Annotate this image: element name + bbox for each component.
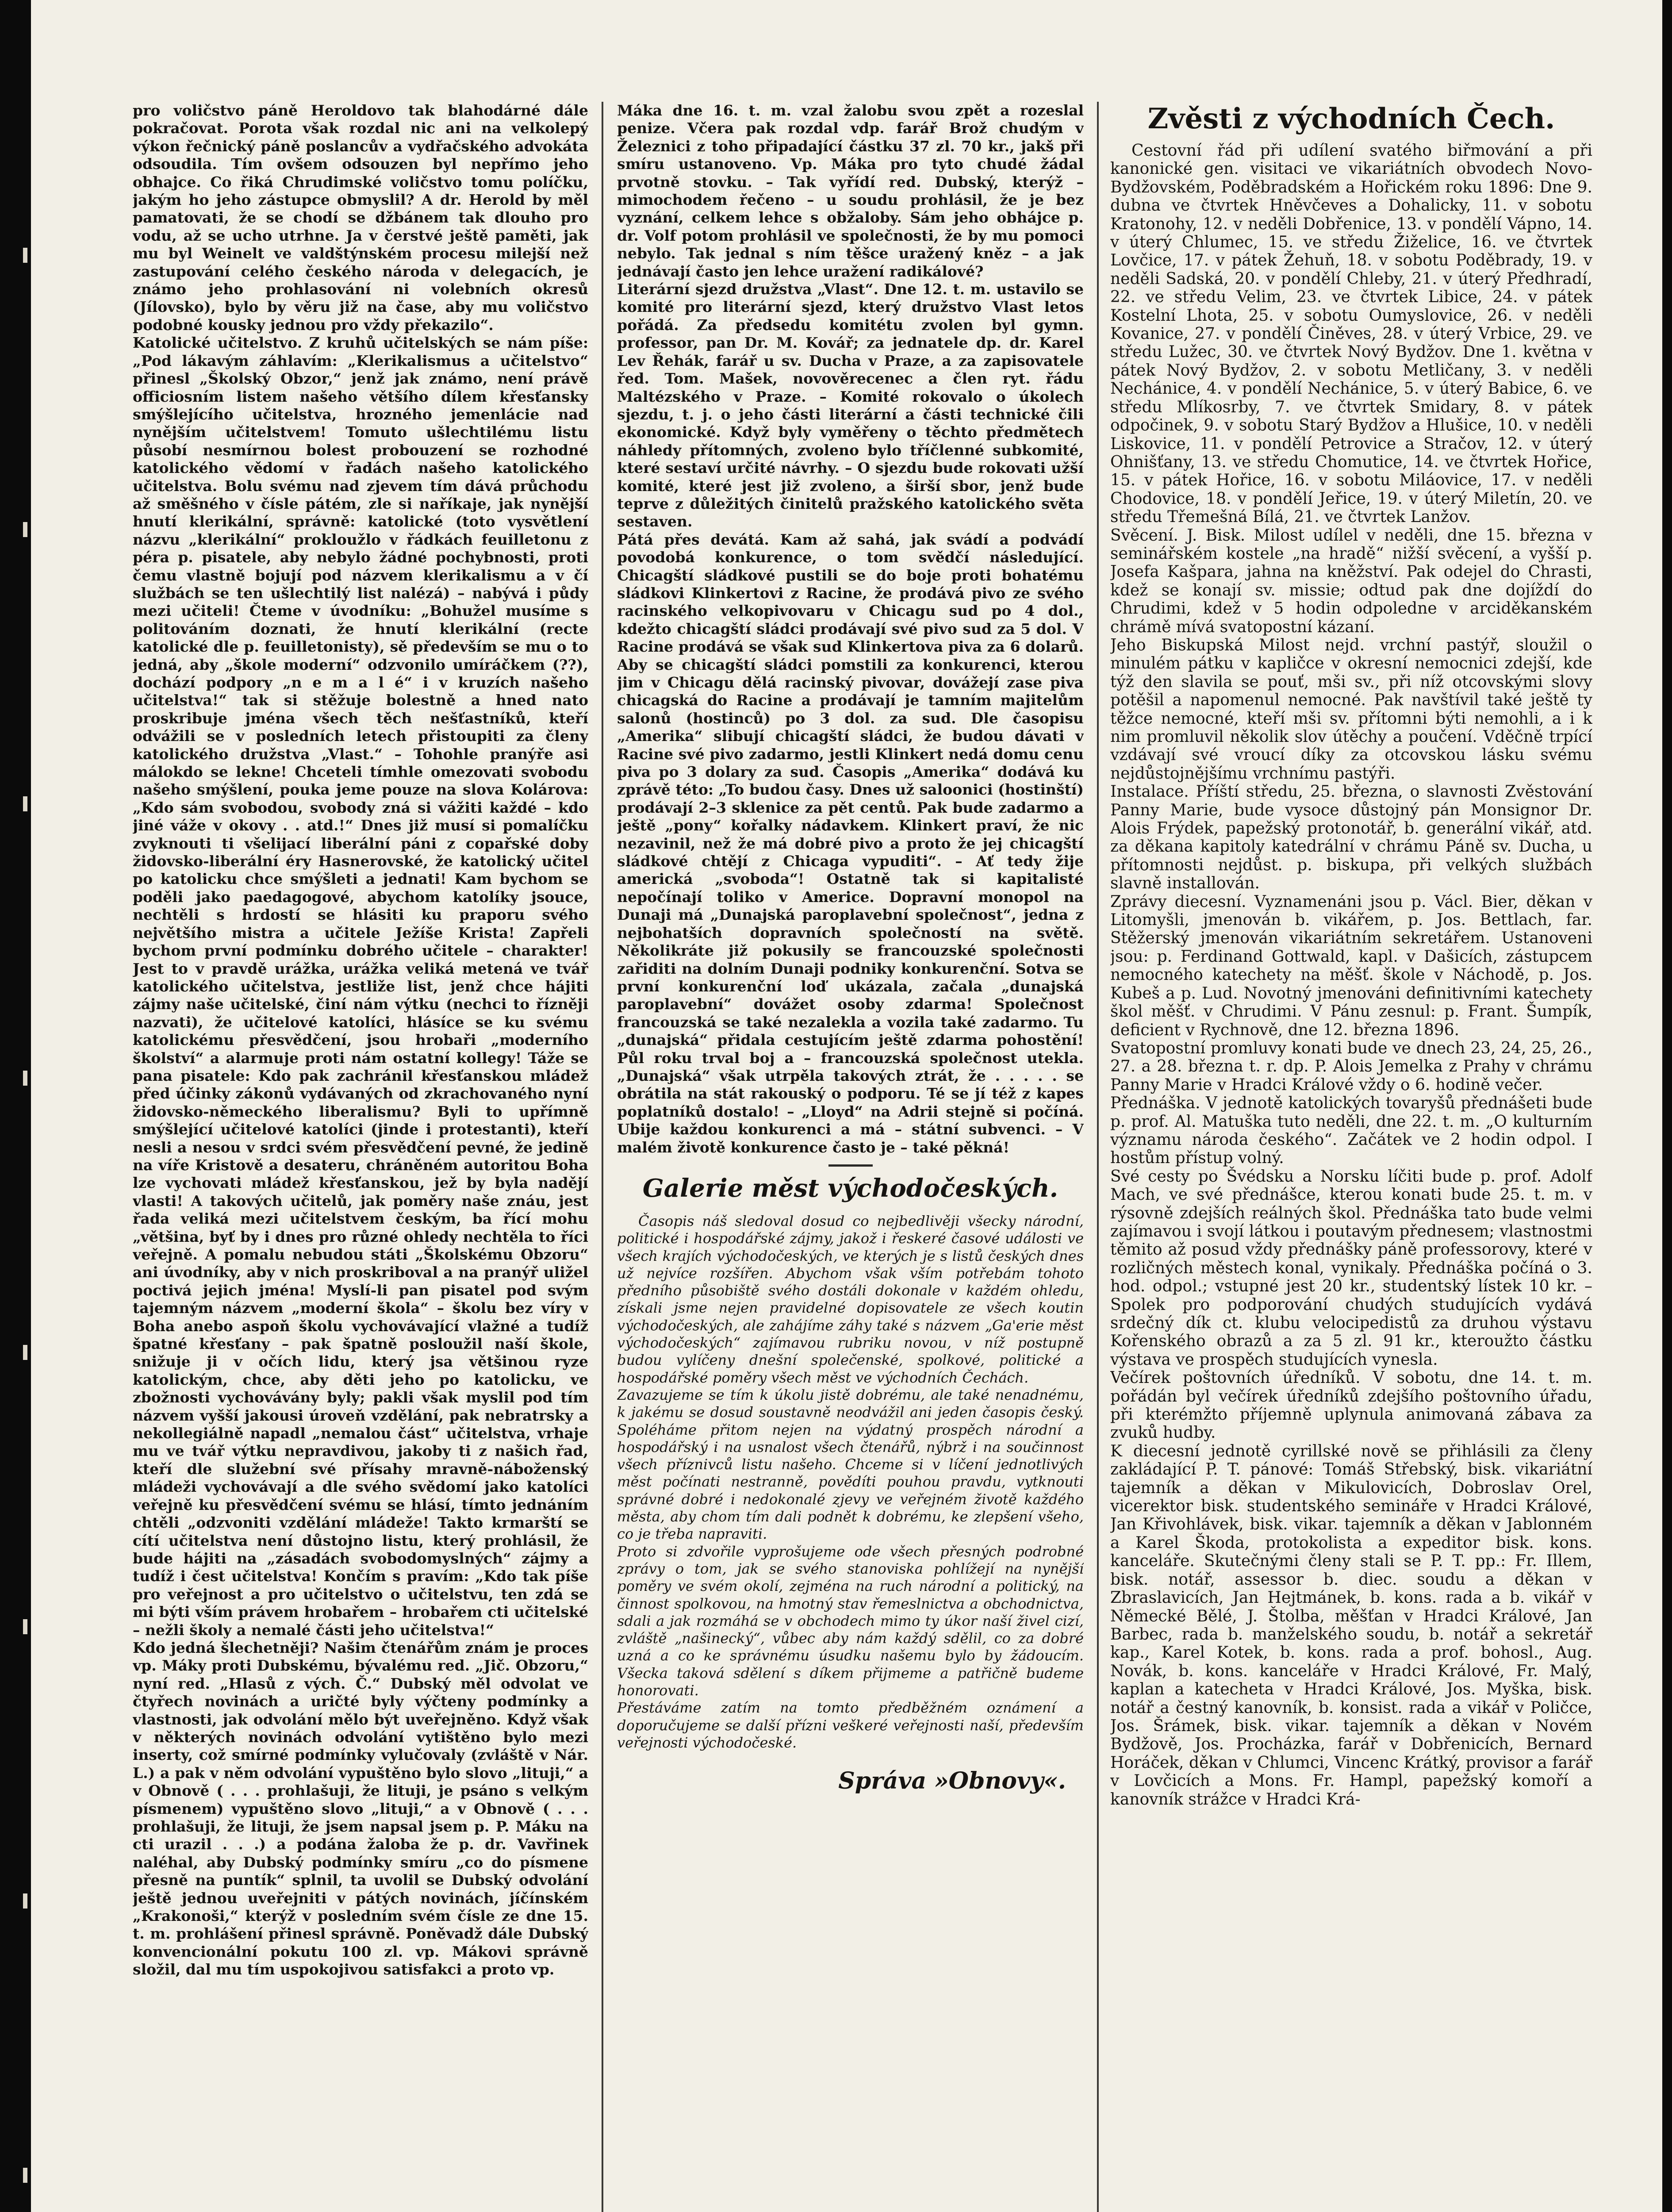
- column-rule: [1097, 102, 1099, 2212]
- article-katolicke-ucitelstvo: Katolické učitelstvo. Z kruhů učitelských se nám píše: „Pod lákavým záhlavím: „Klerikalismus a učitelstvo“ přinesl „Školský Obzor,“ jenž jak známo, není právě officiosním listem našeho většího dílem křesťansky smýšlejícího učitelstva, hrozného jemenlácie nad nynějším učitelstvem! Tomuto ušlechtilému listu působí nesmírnou bolest probouzení se rozhodné katolického vědomí v řadách našeho katolického učitelstva. Bolu svému nad zjevem tím dává průchodu až směšného v čísle pátém, zle si naříkaje, jak nynější hnutí klerikální, správně: katolické (toto vysvětlení názvu „klerikální“ prokloužlo v řádkách feuilletonu z péra p. pisatele, aby nebylo žádné pochybnosti, proti čemu vlastně bojují pod názvem klerikalismu a v čí službách se ten ušlechtilý list nalézá) – nabývá i půdy mezi učiteli! Čteme v úvodníku: „Bohužel musíme s politováním doznati, že hnutí klerikální (recte katolické dle p. feuilletonisty), sě především se mu o to jedná, aby „škole moderní“ odzvonilo umíráčkem (??), dochází podpory „n e m a l é“ i v kruzích našeho učitelstva!“ tak si stěžuje bolestně a hned nato proskribuje jména všech těch nešťastníků, kteří odvážili se v posledních letech přistoupiti za členy katolického družstva „Vlast.“ – Tohohle pranýře asi málokdo se lekne! Chceteli tímhle omezovati svobodu našeho smýšlení, pouka jeme pouze na slova Kolárova: „Kdo sám svobodou, svobody zná si vážiti každé – kdo jiné váže v okovy . . atd.!“ Dnes již musí si pomalíčku zvyknouti ti všelijací liberální páni z copařské doby židovsko-liberální éry Hasnerovské, že katolický učitel po katolicku chce smýšleti a jednati! Kam bychom se poděli jako paedagogové, abychom katolíky jsouce, nechtěli s hrdostí se hlásiti ku praporu svého největšího mistra a učitele Ježíše Krista! Zapřeli bychom první podmínku dobrého učitele – charakter! Jest to v pravdě urážka, urážka veliká metená ve tvář katolického učitelstva, jestliže list, jenž chce hájiti zájmy naše učitelské, činí nám výtku (nechci to řízněji nazvati), že učitelové katolíci, hlásíce se ku svému katolickému přesvědčení, jsou hrobaři „moderního školství“ a alarmuje proti nám ostatní kollegy! Táže se pana pisatele: Kdo pak zachránil křesťanskou mládež před účinky zákonů vydávaných od zkrachovaného nyní židovsko-německého liberalismu? Byli to upřímně smýšlející učitelové katolíci (jinde i protestanti), kteří nesli a nesou v srdci svém přesvědčení pevné, že jedině na víře Kristově a desateru, chráněném autoritou Boha lze vychovati mládež křesťanskou, jež by byla nadějí vlasti! A takových učitelů, jak poměry naše znáu, jest řada veliká mezi učitelstvem českým, ba řící mohu „většina, byť by i dnes pro různé ohledy nechtěla to říci veřejně. A pomalu nebudou státi „Školskému Obzoru“ ani úvodníky, aby v nich proskriboval a na pranýř uližel poctivá jejich jména! Myslí-li pan pisatel pod svým tajemným názvem „moderní škola“ – školu bez víry v Boha anebo aspoň školu vychovávající vlažné a tudíž špatné křesťany – pak špatně posloužil naší škole, snižuje ji v očích lidu, který jsa většinou ryze katolickým, chce, aby děti jeho po katolicku, ve zbožnosti vychovávány byly; pakli však myslil pod tím názvem vyšší jakousi úroveň vzdělání, pak nebratrsky a nekollegiálně napadl „nemalou část“ učitelstva, vrhaje mu ve tvář výtku nepravdivou, jakoby ti z našich řad, kteří dle služební své přísahy mravně-náboženský mládeži vychovávají a dle svého svědomí jako katolíci veřejně ku přesvědčení svému se hlásí, tímto jednáním chtěli „odzvoniti vzdělání mládeže! Takto krmarští se cítí učitelstva není důstojno listu, který prohlásil, že bude hájiti na „zásadách svobodomyslných“ zájmy a tudíž i čest učitelstva! Končím s pravím: „Kdo tak píše pro veřejnost a pro učitelstvo o učitelstvu, ten zdá se mi býti vším právem hrobařem – hrobařem cti učitelské – nežli školy a nemalé části jeho učitelstva!“: [133, 334, 588, 1639]
- gallery-paragraph: Časopis náš sledoval dosud co nejbedlivěji všecky národní, politické i hospodářské zájmy, jakož i řeskeré časové události ve všech krajích východočeských, ve kterých je s listů českých dnes už nejvíce rozšířen. Abychom však vším potřebám tohoto předního působiště svého dostáli dokonale v každém ohledu, získali jsme nejen pravidelné dopisovatele ze všech koutin východočeských, ale zahájíme záhy také s názvem „Ga'erie měst východočeských“ zajímavou rubriku novou, v níž postupně budou vylíčeny dnešní společenské, spolkové, politické a hospodářské poměry všech měst ve východních Čechách.: [617, 1212, 1084, 1386]
- news-item-biskupska-milost: Jeho Biskupská Milost nejd. vrchní pastýř, sloužil o minulém pátku v kapličce v okresní nemocnici zdejší, kde týž den slavila se pouť, mši sv., při níž otcovskými slovy potěšil a napomenul nemocné. Pak navštívil také ještě ty těžce nemocné, kteří mši sv. přítomni býti nemohli, a i k nim promluvil několik slov útěchy a poučení. Vděčně trpící vzdávají své vroucí díky za otcovskou lásku svému nejdůstojnějšímu vrchnímu pastýři.: [1110, 636, 1592, 783]
- news-item-cestovni-rad: Cestovní řád při udílení svatého biřmování a při kanonické gen. visitaci ve vikariátních obvodech Novo-Bydžovském, Poděbradském a Hořickém roku 1896: Dne 9. dubna ve čtvrtek Hněvčeves a Dohalicky, 11. v sobotu Kratonohy, 12. v neděli Dobřenice, 13. v pondělí Vápno, 14. v úterý Chlumec, 15. ve středu Žiželice, 16. ve čtvrtek Lovčice, 17. v pátek Žehuň, 18. v sobotu Poděbrady, 19. v neděli Sadská, 20. v pondělí Chleby, 21. v úterý Předhradí, 22. ve středu Velim, 23. ve čtvrtek Libice, 24. v pátek Kostelní Lhota, 25. v sobotu Oumyslovice, 26. v neděli Kovanice, 27. v pondělí Činěves, 28. v úterý Vrbice, 29. ve středu Lužec, 30. ve čtvrtek Nový Bydžov. Dne 1. května v pátek Nový Bydžov, 2. v sobotu Metličany, 3. v neděli Nechánice, 4. v pondělí Nechánice, 5. v úterý Babice, 6. ve středu Mlíkosrby, 7. ve čtvrtek Smidary, 8. v pátek odpočinek, 9. v sobotu Starý Bydžov a Hlušice, 10. v neděli Liskovice, 11. v pondělí Petrovice a Stračov, 12. v úterý Ohnišťany, 13. ve středu Chomutice, 14. ve čtvrtek Hořice, 15. v pátek Hořice, 16. v sobotu Miláovice, 17. v neděli Chodovice, 18. v pondělí Jeřice, 19. v úterý Miletín, 20. ve středu Třemešná Bílá, 21. ve čtvrtek Lanžov.: [1110, 142, 1592, 526]
- article-kdo-jedna-slechetneji: Kdo jedná šlechetněji? Našim čtenářům znám je proces vp. Máky proti Dubskému, bývalému red. „Jič. Obzoru,“ nyní red. „Hlasů z vých. Č.“ Dubský měl odvolat ve čtyřech novinách a uričté byly výčteny podmínky a vlastnosti, jak odvolání mělo být uveřejněno. Když však v některých novinách odvolání vytištěno bylo mezi inserty, což smírné podmínky vylučovaly (zvláště v Nár. L.) a pak v něm odvolání vypuštěno bylo slovo „lituji,“ a v Obnově ( . . . prohlašuji, že lituji, je psáno s velkým písmenem) vypuštěno slovo „lituji,“ a v Obnově ( . . . prohlašuji, že lituji, že jsem napsal jsem p. P. Máku na cti urazil . . .) a podána žaloba že p. dr. Vavřinek naléhal, aby Dubský podmínky smíru „co do písmene přesně na puntík“ splnil, ta uvolil se Dubský odvolání ještě jednou uveřejniti v pátých novinách, jíčínském „Krakonoši,“ kterýž v posledním svém čísle ze dne 15. t. m. prohlášení přinesl správně. Poněvadž dále Dubský konvencionální pokutu 100 zl. vp. Mákovi správně složil, dal mu tím uspokojivou satisfakci a proto vp.: [133, 1639, 588, 1978]
- scan-border-left: [0, 0, 31, 2212]
- news-item-svedsko-norsko: Své cesty po Švédsku a Norsku líčiti bude p. prof. Adolf Mach, ve své přednášce, kterou konati bude 25. t. m. v rýsovně zdejších reálných škol. Přednáška tato bude velmi zajímavou i svojí látkou i poutavým přednesem; vlastnostmi těmito až posud vždy přednášky páně professorovy, které v rozličných městech konal, vynikaly. Přednáška počíná o 3. hod. odpol.; vstupné jest 20 kr., studentský lístek 10 kr. – Spolek pro podporování chudých studujících vydává srdečný dík ct. klubu velocipedistů za druhou výstavu Kořenského obrazů a za 5 zl. 91 kr., kteroužto částku výstava ve prospěch studujících vynesla.: [1110, 1167, 1592, 1369]
- news-item-jednota-cyrillska: K diecesní jednotě cyrillské nově se přihlásili za členy zakládající P. T. pánové: Tomáš Střebský, bisk. vikariátní tajemník a děkan v Mikulovicích, Dobroslav Orel, vicerektor bisk. studentského semináře v Hradci Králové, Jan Křivohlávek, bisk. vikar. tajemník a děkan v Jablonném a Karel Škoda, protokolista a expeditor bisk. kons. kanceláře. Skutečnými členy stali se P. T. pp.: Fr. Illem, bisk. notář, assessor b. diec. soudu a děkan v Zbraslavicích, Jan Hejtmánek, b. kons. rada a b. vikář v Německé Bělé, J. Štolba, měšťan v Hradci Králové, Jan Barbec, rada b. manželského soudu, b. notář a sekretář kap., Karel Kotek, b. kons. rada a prof. bohosl., Aug. Novák, b. kons. kanceláře v Hradci Králové, Fr. Malý, kaplan a katecheta v Hradci Králové, Jos. Myška, bisk. notář a čestný kanovník, b. konsist. rada a vikář v Poličce, Jos. Šrámek, bisk. vikar. tajemník a děkan v Novém Bydžově, Jos. Procházka, farář v Dobřenicích, Bernard Horáček, děkan v Chlumci, Vincenc Krátký, provisor a farář v Lovčicích a Mons. Fr. Hampl, papežský komoří a kanovník strážce v Hradci Krá-: [1110, 1442, 1592, 1809]
- section-title: Zvěsti z východních Čech.: [1147, 102, 1555, 135]
- article-herold-end: pro voličstvo páně Heroldovo tak blahodárné dále pokračovat. Porota však rozdal nic ani na velkolepý výkon řečnický páně poslancův a vydřačského advokáta odsoudila. Tím ovšem odsouzen byl nepřímo jeho obhajce. Co řiká Chrudimské voličstvo tomu políčku, jakým ho jeho zástupce obmyslil? A dr. Herold by měl pamatovati, že se chodí se džbánem tak dlouho pro vodu, až se ucho utrhne. Ja v čerstvé ještě paměti, jak mu byl Weinelt ve valdštýnském procesu milejší než zastupování celého českého národa v delegacích, je známo jeho prohlasování ni volebních okresů (Jílovsko), bylo by věru již na čase, aby mu voličstvo podobné kousky jednou pro vždy překazilo“.: [133, 102, 588, 334]
- article-maka-continued: Máka dne 16. t. m. vzal žalobu svou zpět a rozeslal penize. Včera pak rozdal vdp. farář Brož chudým v Železnici z toho připadající částku 37 zl. 70 kr., jakš při smíru ustanoveno. Vp. Máka pro tyto chudé žádal prvotně stovku. – Tak vyřídí red. Dubský, kterýž – mimochodem řečeno – u soudu prohlásil, že je bez vyznání, celkem lehce s obžaloby. Sám jeho obhájce p. dr. Volf potom prohlásil ve společnosti, že by mu pomoci nebylo. Tak jednal s ním těšce uražený kněz – a jak jednávají často jen lehce uražení radikálové?: [617, 102, 1084, 280]
- news-item-svatopostni-promluvy: Svatopostní promluvy konati bude ve dnech 23, 24, 25, 26., 27. a 28. března t. r. dp. P. Alois Jemelka z Prahy v chrámu Panny Marie v Hradci Králové vždy o 6. hodině večer.: [1110, 1039, 1592, 1094]
- gallery-paragraph: Zavazujeme se tím k úkolu jistě dobrému, ale také nenadnému, k jakému se dosud soustavně neodvážil ani jeden časopis český. Spoléháme přitom nejen na výdatný prospěch národní a hospodářský i na usnalost všech čtenářů, nýbrž i na součinnost všech příznivců listu našeho. Chceme si v líčení jednotlivých měst počínati nestranně, povědíti pouhou pravdu, vytknouti správné dobré i nedokonalé zjevy ve veřejném životě každého města, aby chom tím dali podnět k dobrému, ke zlepšení všeho, co je třeba napraviti.: [617, 1386, 1084, 1543]
- column-right: [1110, 102, 1592, 2212]
- gallery-paragraph: Přestáváme zatím na tomto předběžném oznámení a doporučujeme se další přízni veškeré veřejnosti naší, především veřejnosti východočeské.: [617, 1699, 1084, 1751]
- column-rule: [602, 102, 603, 2212]
- news-item-zpravy-diecesni: Zprávy diecesní. Vyznamenáni jsou p. Václ. Bier, děkan v Litomyšli, jmenován b. vikářem, p. Jos. Bettlach, far. Stěžerský jmenován vikariátním sekretářem. Ustanoveni jsou: p. Ferdinand Gottwald, kapl. v Dašicích, zástupcem nemocného katechety na měšť. škole v Náchodě, p. Jos. Kubeš a p. Lud. Novotný jmenováni definitivními katechety škol měšť. v Chrudimi. V Pánu zesnul: p. Frant. Šumpík, deficient v Rychnově, dne 12. března 1896.: [1110, 892, 1592, 1039]
- column-middle: [617, 102, 1084, 2212]
- section-divider: [828, 1164, 873, 1167]
- news-item-prednaska: Přednáška. V jednotě katolických tovaryšů přednášeti bude p. prof. Al. Matuška tuto neděli, dne 22. t. m. „O kulturním významu národa českého“. Začátek ve 2 hodin odpol. I hostům přístup volný.: [1110, 1094, 1592, 1167]
- gallery-heading: Galerie měst východočeských.: [642, 1173, 1058, 1203]
- gallery-announcement: [617, 1173, 1084, 1794]
- article-literarni-sjezd: Literární sjezd družstva „Vlast“. Dne 12. t. m. ustavilo se komité pro literární sjezd, který družstvo Vlast letos pořádá. Za předsedu komitétu zvolen byl gymn. professor, pan Dr. M. Kovář; za jednatele dp. dr. Karel Lev Řehák, farář u sv. Ducha v Praze, a za zapisovatele řed. Tom. Mašek, novověrecenec a člen ryt. řádu Maltézského v Praze. – Komité rokovalo o úkolech sjezdu, t. j. o jeho části literární a části technické čili ekonomické. Když byly vyměřeny o těchto předmětech náhledy přítomných, zvoleno bylo tříčlenné subkomité, které sestaví určité návrhy. – O sjezdu bude rokovati užší komité, které jest již zvoleno, a širší sbor, jenž bude teprve z důležitých činitelů pražského katolického světa sestaven.: [617, 280, 1084, 530]
- column-left: [133, 102, 588, 2212]
- article-pata-pres-devata: Pátá přes devátá. Kam až sahá, jak svádí a podvádí povodobá konkurence, o tom svědčí následující. Chicagští sládkové pustili se do boje proti bohatému sládkovi Klinkertovi z Racine, že prodává pivo ze svého racinského velkopivovaru v Chicagu sud po 4 dol., kdežto chicagští sládci prodávají své pivo sud za 5 dol. V Racine prodává se však sud Klinkertova piva za 6 dolarů. Aby se chicagští sládci pomstili za konkurenci, kterou jim v Chicagu dělá racinský pivovar, dovážejí zase piva chicagská do Racine a prodávají je tamním majitelům salonů (hostinců) po 3 dol. za sud. Dle časopisu „Amerika“ slibují chicagští sládci, že budou dávati v Racine své pivo zadarmo, jestli Klinkert nedá domu cenu piva po 3 dolary za sud. Časopis „Amerika“ dodává ku zprávě této: „To budou časy. Dnes už saloonici (hostinští) prodávají 2–3 sklenice za pět centů. Pak bude zadarmo a ještě „pony“ kořalky nádavkem. Klinkert praví, že nic nezavinil, než že má dobré pivo a proto že jej chicagští sládkové chtějí z Chicaga vypuditi“. – Ať tedy žije americká „svoboda“! Ostatně tak si kapitalisté nepočínají toliko v Americe. Dopravní monopol na Dunaji má „Dunajská paroplavební společnost“, jedna z nejbohatších dopravních společností na světě. Několikráte již pokusily se francouzské společnosti zařiditi na dolním Dunaji podniky konkurenční. Sotva se první konkurenční loď ukázala, začala „dunajská paroplavební“ dovážet osoby zdarma! Společnost francouzská se také nezalekla a vozila také zadarmo. Tu „dunajská“ přidala cestujícím ještě zdarma pohostění! Půl roku trval boj a – francouzská společnost utekla. „Dunajská“ však utrpěla takových ztrát, že . . . . . se obrátila na stát rakouský o podporu. Té se jí též z kapes poplatníků dostalo! – „Lloyd“ na Adrii stejně si počíná. Ubije každou konkurenci a má – státní subvenci. – V malém životě konkurence často je – také pěkná!: [617, 530, 1084, 1156]
- newspaper-page: [133, 102, 1592, 2212]
- news-item-sveceni: Svěcení. J. Bisk. Milost udílel v neděli, dne 15. března v seminářském kostele „na hradě“ nižší svěcení, a vyšší p. Josefa Kašpara, jahna na kněžství. Pak odejel do Chrasti, kdež se konají sv. missie; odtud pak dne dojíždí do Chrudimi, kdež v 5 hodin odpoledne v arciděkanském chrámě mívá svatopostní kázaní.: [1110, 526, 1592, 636]
- news-item-vecirek: Večírek poštovních úředníků. V sobotu, dne 14. t. m. pořádán byl večírek úředníků zdejšího poštovního úřadu, při kterémžto příjemně uplynula animovaná zábava za zvuků hudby.: [1110, 1369, 1592, 1442]
- gallery-paragraph: Proto si zdvořile vyprošujeme ode všech přesných podrobné zprávy o tom, jak se svého stanoviska pohlížejí na nynější poměry ve svém okolí, zejména na ruch národní a politický, na činnost spolkovou, na hmotný stav řemeslnictva a obchodnictva, sdali a jak rozmáhá se v obchodech mimo ty úkor naší živel cizí, zvláště „našinecký“, vůbec aby nám každý sdělil, co za dobré uzná a co ke správnému úsudku našemu bylo by žádoucím. Všecka taková sdělení s díkem přijmeme a patřičně budeme honorovati.: [617, 1543, 1084, 1699]
- news-item-instalace: Instalace. Příští středu, 25. března, o slavnosti Zvěstování Panny Marie, bude vysoce důstojný pán Monsignor Dr. Alois Frýdek, papežský protonotář, b. generální vikář, atd. za děkana kapitoly katedrální v chrámu Páně sv. Ducha, u přítomnosti nejdůst. p. biskupa, při velkých službách slavně installován.: [1110, 783, 1592, 893]
- scan-border-right: [1662, 0, 1672, 2212]
- gallery-signature: Správa »Obnovy«.: [838, 1767, 1066, 1795]
